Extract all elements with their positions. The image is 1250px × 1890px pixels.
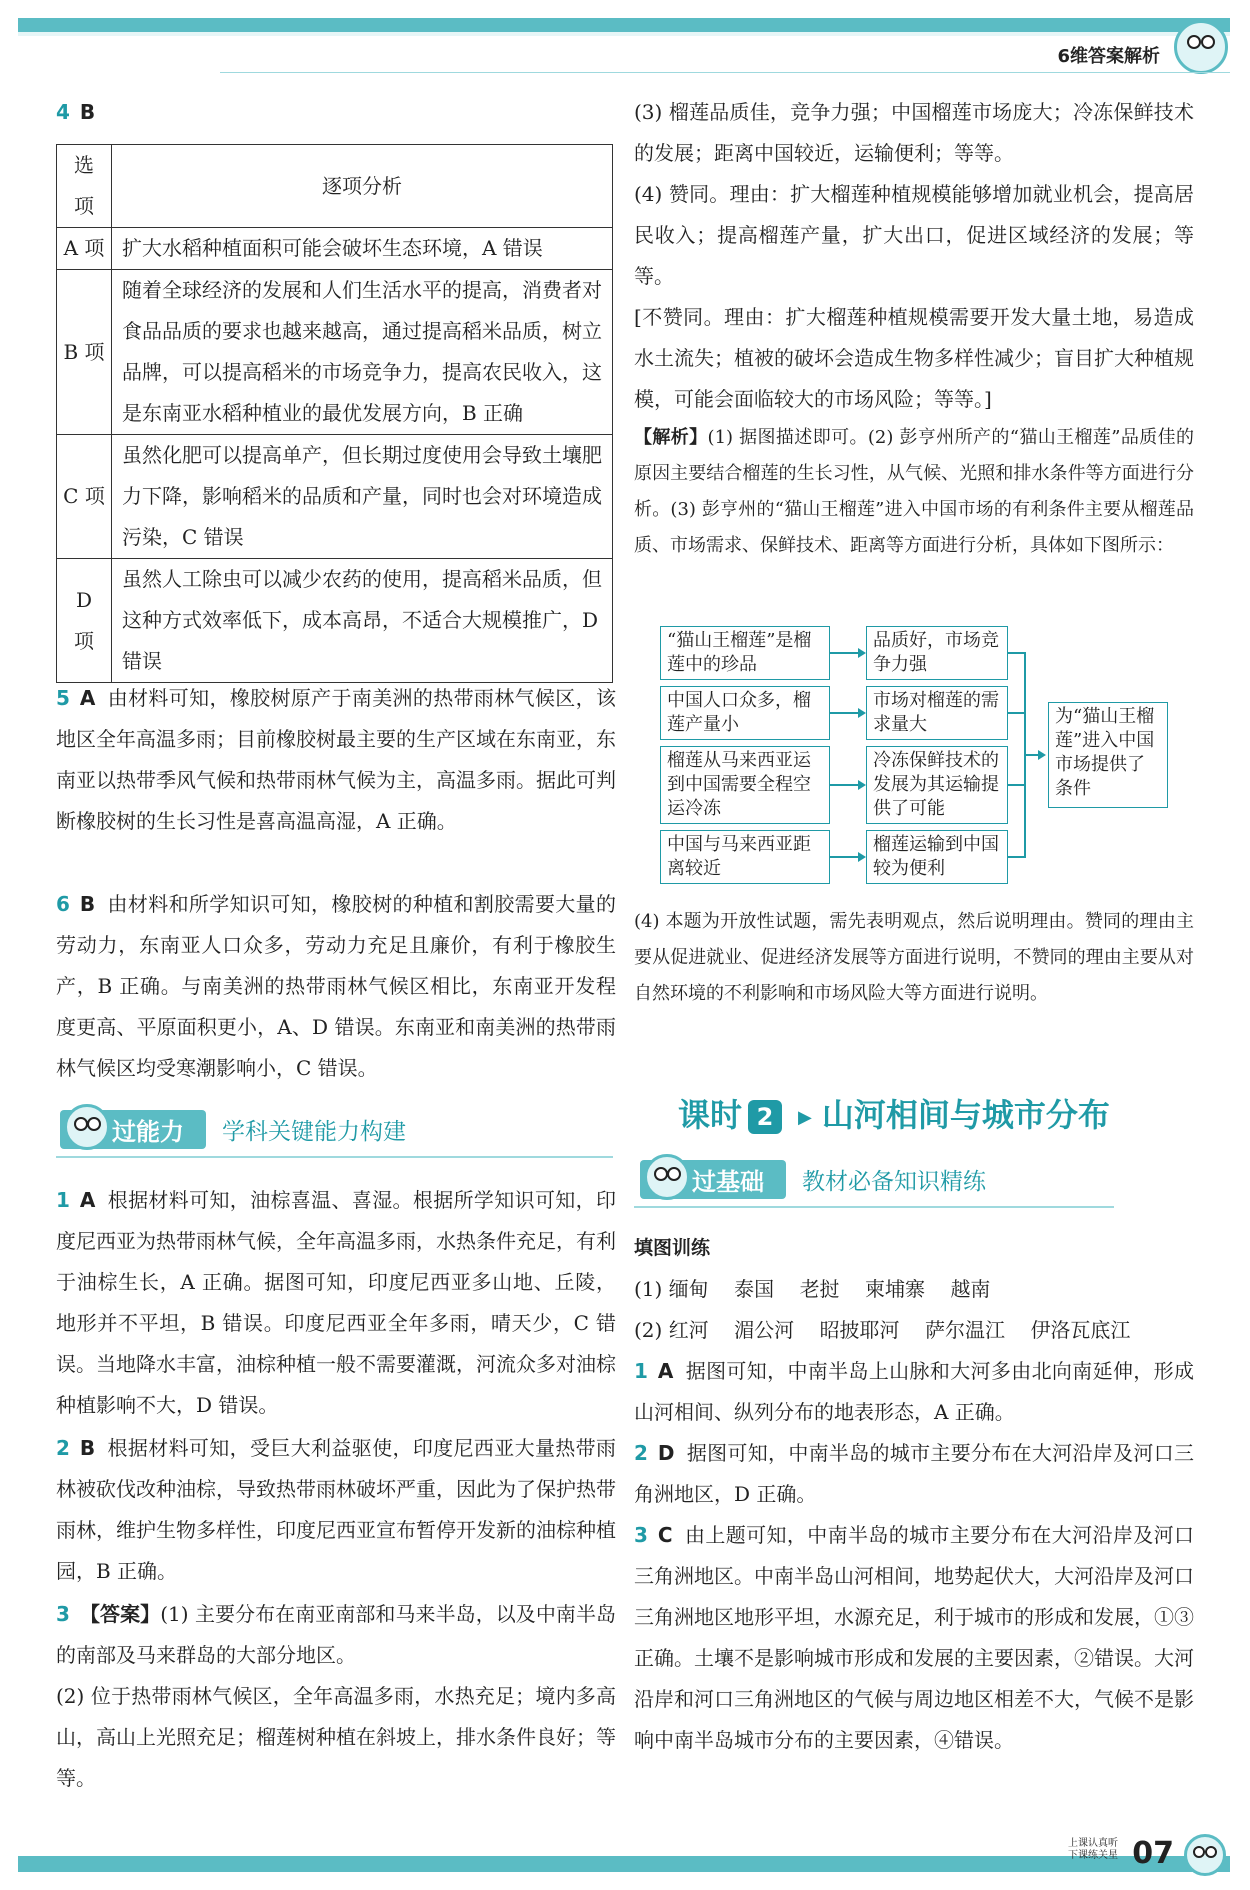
ab1-block: 1 A 根据材料可知，油棕喜温、喜湿。根据所学知识可知，印度尼西亚为热带雨林气候，全年高温多雨，水热条件充足，有利于油棕生长，A 正确。据图可知，印度尼西亚多山地、丘陵，地形并不平坦，B 错误。印度尼西亚全年多雨，晴天少，C 错误。当地降水丰富，油棕种植一般不需要灌溉，河流众多对油棕种植影响不大，D 错误。 <box>56 1188 616 1417</box>
flow-mid-4: 榴莲运输到中国较为便利 <box>866 830 1008 884</box>
flow-mid-3: 冷冻保鲜技术的发展为其运输提供了可能 <box>866 746 1008 824</box>
flowchart <box>660 626 1180 896</box>
table-row: C 项 虽然化肥可以提高单产，但长期过度使用会导致土壤肥力下降，影响稻米的品质和产量，同时也会对环境造成污染，C 错误 <box>57 435 613 559</box>
ab3-continued: (3) 榴莲品质佳，竞争力强；中国榴莲市场庞大；冷冻保鲜技术的发展；距离中国较近，运输便利；等等。 (4) 赞同。理由：扩大榴莲种植规模能够增加就业机会，提高居民收入；提高榴莲产量，扩大出口，促进区域经济的发展；等等。 [不赞同。理由：扩大榴莲种植规模需要开发大量土地，易造成水土流失；植被的破坏会造成生物多样性减少；盲目扩大种植规模，可能会面临较大的市场风险；等等。] 【解析】(1) 据图描述即可。(2) 彭亨州所产的“猫山王榴莲”品质佳的原因主要结合榴莲的生长习性，从气候、光照和排水条件等方面进行分析。(3) 彭亨州的“猫山王榴莲”进入中国市场的有利条件主要从榴莲品质、市场需求、保鲜技术、距离等方面进行分析，具体如下图所示： <box>634 100 1195 556</box>
flow-mid-1: 品质好，市场竞争力强 <box>866 626 1008 680</box>
flow-left-3: 榴莲从马来西亚运到中国需要全程空运冷冻 <box>660 746 830 824</box>
banner-divider <box>634 1206 1114 1208</box>
header-title: 6维答案解析 <box>1057 46 1160 67</box>
q4-heading: 4 B <box>56 100 96 124</box>
table-row: B 项 随着全球经济的发展和人们生活水平的提高，消费者对食品品质的要求也越来越高，通过提高稻米品质，树立品牌，可以提高稻米的市场竞争力，提高农民收入，这是东南亚水稻种植业的最优发展方向，B 正确 <box>57 270 613 435</box>
basic-tag: 过基础 <box>640 1160 786 1199</box>
ability-tag: 过能力 <box>60 1110 206 1149</box>
ab3-analysis-2: (4) 本题为开放性试题，需先表明观点，然后说明理由。赞同的理由主要从促进就业、促进经济发展等方面进行说明，不赞同的理由主要从对自然环境的不利影响和市场风险大等方面进行说明。 <box>634 911 1194 1004</box>
mascot-icon <box>64 1104 110 1150</box>
flow-left-4: 中国与马来西亚距离较近 <box>660 830 830 884</box>
basic-subtitle: 教材必备知识精练 <box>802 1169 986 1195</box>
flow-left-1: “猫山王榴莲”是榴莲中的珍品 <box>660 626 830 680</box>
flow-left-2: 中国人口众多，榴莲产量小 <box>660 686 830 740</box>
table-header-analysis: 逐项分析 <box>112 145 613 228</box>
q6-block: 6 B 由材料和所学知识可知，橡胶树的种植和割胶需要大量的劳动力，东南亚人口众多，劳动力充足且廉价，有利于橡胶生产，B 正确。与南美洲的热带雨林气候区相比，东南亚开发程度更高、平原面积更小，A、D 错误。东南亚和南美洲的热带雨林气候区均受寒潮影响小，C 错误。 <box>56 892 616 1080</box>
footer-slogan: 上课认真听 下课练关星 <box>1068 1838 1118 1861</box>
q5-block: 5 A 由材料可知，橡胶树原产于南美洲的热带雨林气候区，该地区全年高温多雨；目前橡胶树最主要的生产区域在东南亚，东南亚以热带季风气候和热带雨林气候为主，高温多雨。据此可判断橡胶树的生长习性是喜高温高湿，A 正确。 <box>56 686 616 833</box>
table-row: D 项 虽然人工除虫可以减少农药的使用，提高稻米品质，但这种方式效率低下，成本高昂，不适合大规模推广，D 错误 <box>57 559 613 683</box>
mascot-icon <box>644 1154 690 1200</box>
analysis-table <box>56 144 613 683</box>
mascot-icon <box>1184 1834 1226 1876</box>
flow-result: 为“猫山王榴莲”进入中国市场提供了条件 <box>1048 702 1168 808</box>
banner-divider <box>56 1156 613 1158</box>
ability-banner <box>60 1110 406 1150</box>
fill-block: 填图训练 (1) 缅甸 泰国 老挝 柬埔寨 越南 (2) 红河 湄公河 昭披耶河 萨尔温江 伊洛瓦底江 1 A 据图可知，中南半岛上山脉和大河多由北向南延伸，形成山河相间、纵列分布的地表形态，A 正确。 2 D 据图可知，中南半岛的城市主要分布在大河沿岸及河口三角洲地区，D 正确。 3 C 由上题可知，中南半岛的城市主要分布在大河沿岸及河口三角洲地区。中南半岛山河相间，地势起伏大，大河沿岸及河口三角洲地区地形平坦，水源充足，利于城市的形成和发展，①③正确。土壤不是影响城市形成和发展的主要因素，②错误。大河沿岸和河口三角洲地区的气候与周边地区相差不大，气候不是影响中南半岛城市分布的主要因素，④错误。 <box>634 1237 1194 1752</box>
page-number: 07 <box>1132 1836 1174 1871</box>
mascot-icon <box>1174 20 1228 74</box>
header-divider <box>220 72 1230 73</box>
table-header-option: 选项 <box>57 145 112 228</box>
bottom-bar <box>18 1856 1230 1872</box>
ab2-block: 2 B 根据材料可知，受巨大利益驱使，印度尼西亚大量热带雨林被砍伐改种油棕，导致热带雨林破坏严重，因此为了保护热带雨林，维护生物多样性，印度尼西亚宣布暂停开发新的油棕种植园，B 正确。 <box>56 1436 616 1583</box>
top-bar <box>18 18 1230 32</box>
ab3-block: 3 【答案】(1) 主要分布在南亚南部和马来半岛，以及中南半岛的南部及马来群岛的大部分地区。 (2) 位于热带雨林气候区，全年高温多雨，水热充足；境内多高山，高山上光照充足；榴莲树种植在斜坡上，排水条件良好；等等。 <box>56 1602 617 1790</box>
table-row: A 项 扩大水稻种植面积可能会破坏生态环境，A 错误 <box>57 228 613 270</box>
lesson-title: 课时 2 ▶ 山河相间与城市分布 <box>678 1096 1110 1134</box>
ability-subtitle: 学科关键能力构建 <box>222 1119 406 1145</box>
basic-banner <box>640 1160 986 1200</box>
flow-mid-2: 市场对榴莲的需求量大 <box>866 686 1008 740</box>
